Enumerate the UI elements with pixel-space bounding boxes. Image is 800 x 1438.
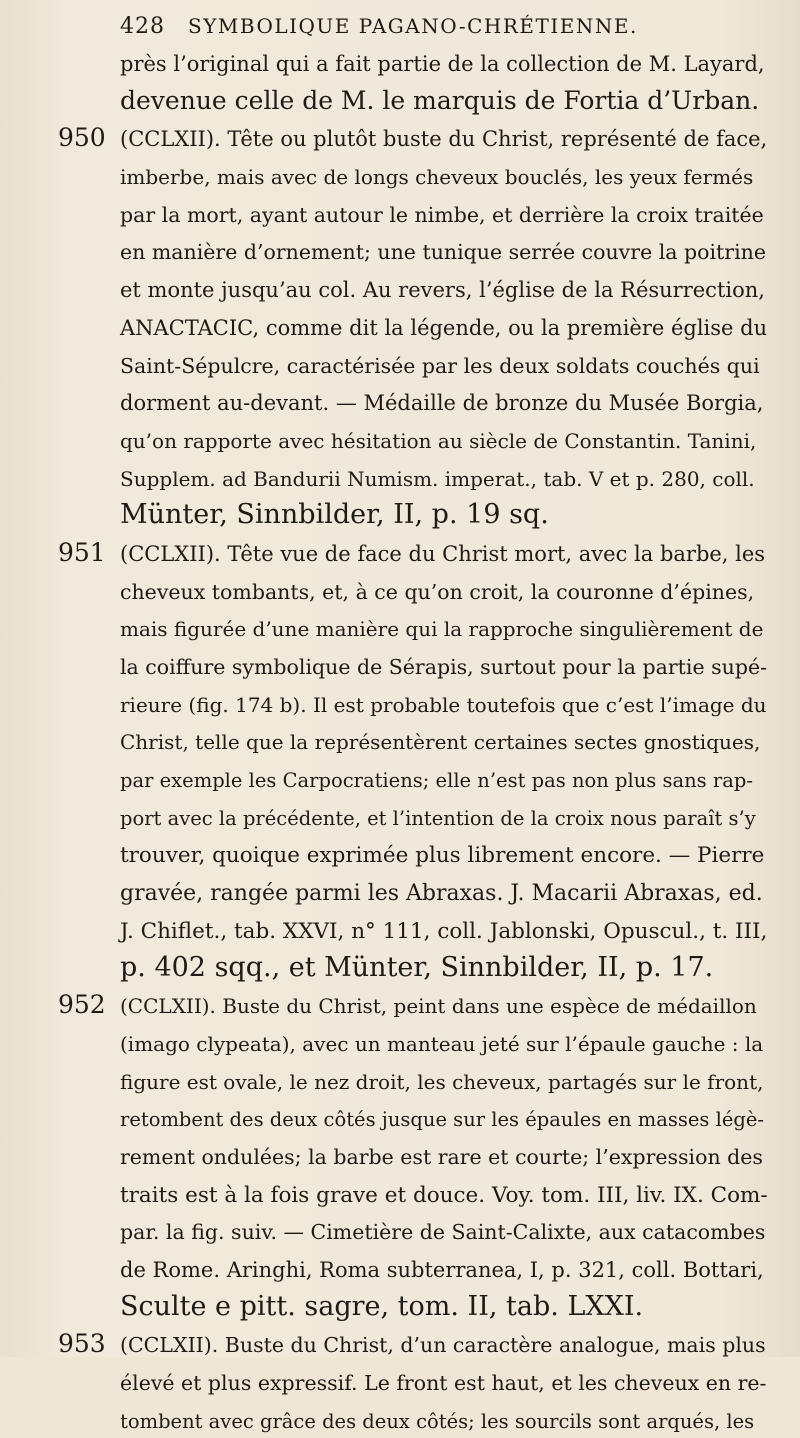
text-line — [58, 722, 768, 760]
text-line — [58, 572, 768, 610]
line-text: et monte jusqu’au col. Au revers, l’église de la Résurrection, — [120, 278, 765, 303]
line-text: mais figurée d’une manière qui la rapproche singulièrement de — [120, 617, 764, 642]
text-line — [58, 496, 768, 534]
line-text: (CCLXII). Buste du Christ, d’un caractère analogue, mais plus — [120, 1333, 766, 1358]
line-text: rement ondulées; la barbe est rare et courte; l’expression des — [120, 1144, 763, 1169]
text-line — [58, 1024, 768, 1062]
line-text: par. la fig. suiv. — Cimetière de Saint-Calixte, aux catacombes — [120, 1220, 766, 1245]
line-text: tombent avec grâce des deux côtés; les sourcils sont arqués, les — [120, 1409, 755, 1433]
text-line — [58, 459, 768, 497]
text-line — [58, 270, 768, 308]
entry-number: 952 — [58, 990, 106, 1020]
text-line — [58, 949, 768, 987]
page-body — [58, 44, 768, 1438]
text-line — [58, 44, 768, 82]
line-text: Saint-Sépulcre, caractérisée par les deux soldats couchés qui — [120, 353, 760, 378]
line-text: Sculte e pitt. sagre, tom. II, tab. LXXI. — [120, 1290, 644, 1322]
text-line — [58, 835, 768, 873]
line-text: (CCLXII). Tête vue de face du Christ mort, avec la barbe, les — [120, 541, 766, 566]
text-line — [58, 232, 768, 270]
text-line — [58, 1062, 768, 1100]
text-line — [58, 760, 768, 798]
line-text: par exemple les Carpocratiens; elle n’est pas non plus sans rap- — [120, 769, 753, 793]
text-line — [58, 534, 768, 572]
line-text: Münter, Sinnbilder, II, p. 19 sq. — [120, 499, 549, 531]
running-title: SYMBOLIQUE PAGANO-CHRÉTIENNE. — [188, 14, 638, 38]
entry-number: 950 — [58, 123, 106, 153]
text-line — [58, 1099, 768, 1137]
text-line — [58, 195, 768, 233]
line-text: p. 402 sqq., et Münter, Sinnbilder, II, p. 17. — [120, 951, 714, 983]
line-text: gravée, rangée parmi les Abraxas. J. Macarii Abraxas, ed. — [120, 881, 763, 907]
line-text: J. Chiflet., tab. XXVI, n° 111, coll. Jablonski, Opuscul., t. III, — [120, 918, 768, 944]
line-text: (CCLXII). Buste du Christ, peint dans une espèce de médaillon — [120, 994, 757, 1019]
text-line — [58, 1175, 768, 1213]
text-line — [58, 1250, 768, 1288]
line-text: devenue celle de M. le marquis de Fortia d’Urban. — [120, 85, 760, 115]
line-text: par la mort, ayant autour le nimbe, et derrière la croix traitée — [120, 202, 764, 227]
line-text: Christ, telle que la représentèrent certaines sectes gnostiques, — [120, 730, 761, 755]
text-line — [58, 308, 768, 346]
line-text: élevé et plus expressif. Le front est haut, et les cheveux en re- — [120, 1371, 767, 1396]
text-line — [58, 986, 768, 1024]
text-line — [58, 157, 768, 195]
line-text: cheveux tombants, et, à ce qu’on croit, la couronne d’épines, — [120, 579, 755, 604]
line-text: figure est ovale, le nez droit, les cheveux, partagés sur le front, — [120, 1069, 764, 1094]
line-text: (CCLXII). Tête ou plutôt buste du Christ, représenté de face, — [120, 127, 768, 152]
text-line — [58, 911, 768, 949]
line-text: ANACTACIC, comme dit la légende, ou la première église du — [120, 315, 768, 340]
text-line — [58, 383, 768, 421]
line-text: rieure (fig. 174 b). Il est probable toutefois que c’est l’image du — [120, 692, 767, 717]
line-text: imberbe, mais avec de longs cheveux bouclés, les yeux fermés — [120, 165, 754, 190]
text-line — [58, 1325, 768, 1363]
text-line — [58, 798, 768, 836]
text-line — [58, 82, 768, 120]
line-text: en manière d’ornement; une tunique serrée couvre la poitrine — [120, 240, 766, 265]
line-text: la coiffure symbolique de Sérapis, surtout pour la partie supé- — [120, 655, 768, 679]
text-line — [58, 609, 768, 647]
text-line — [58, 1212, 768, 1250]
text-line — [58, 685, 768, 723]
line-text: (imago clypeata), avec un manteau jeté sur l’épaule gauche : la — [120, 1031, 764, 1056]
text-line — [58, 647, 768, 685]
line-text: dorment au-devant. — Médaille de bronze du Musée Borgia, — [120, 391, 764, 416]
line-text: de Rome. Aringhi, Roma subterranea, I, p. 321, coll. Bottari, — [120, 1258, 764, 1282]
line-text: traits est à la fois grave et douce. Voy. tom. III, liv. IX. Com- — [120, 1182, 768, 1208]
text-line — [58, 1401, 768, 1438]
text-line — [58, 1137, 768, 1175]
line-text: près l’original qui a fait partie de la collection de M. Layard, — [120, 52, 765, 76]
text-line — [58, 346, 768, 384]
text-line — [58, 1288, 768, 1326]
text-line — [58, 1363, 768, 1401]
line-text: trouver, quoique exprimée plus librement encore. — Pierre — [120, 843, 765, 869]
page-number: 428 — [120, 14, 165, 39]
entry-number: 953 — [58, 1329, 106, 1359]
text-line — [58, 119, 768, 157]
text-line — [58, 421, 768, 459]
line-text: port avec la précédente, et l’intention de la croix nous paraît s’y — [120, 806, 756, 830]
line-text: qu’on rapporte avec hésitation au siècle de Constantin. Tanini, — [120, 428, 757, 453]
running-header — [120, 14, 740, 39]
line-text: retombent des deux côtés jusque sur les épaules en masses légè- — [120, 1108, 765, 1132]
entry-number: 951 — [58, 537, 106, 567]
line-text: Supplem. ad Bandurii Numism. imperat., tab. V et p. 280, coll. — [120, 466, 755, 491]
text-line — [58, 873, 768, 911]
